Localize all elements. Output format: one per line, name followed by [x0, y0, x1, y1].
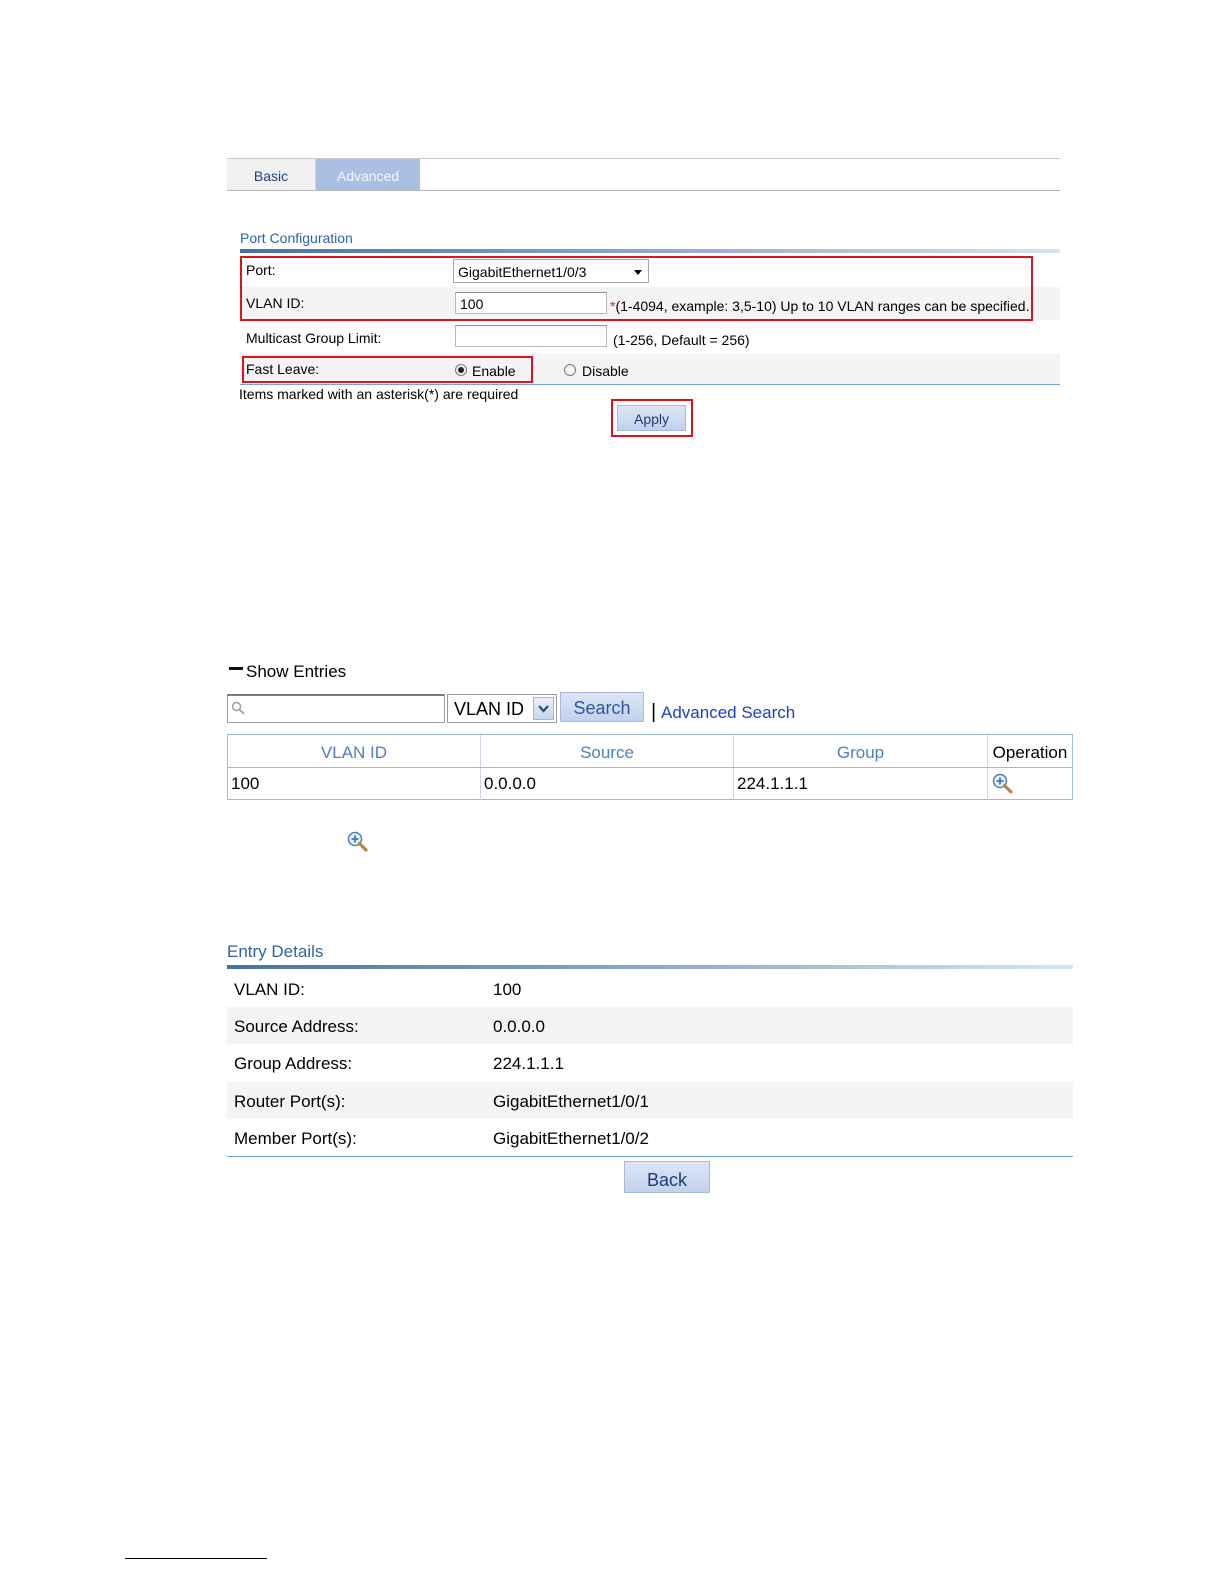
section-rule — [240, 249, 1060, 253]
table-cell-vlan-id: 100 — [228, 768, 481, 800]
apply-button[interactable]: Apply — [617, 405, 686, 431]
detail-value: GigabitEthernet1/0/2 — [493, 1129, 649, 1148]
port-select-value: GigabitEthernet1/0/3 — [458, 264, 587, 280]
back-button[interactable]: Back — [624, 1161, 710, 1193]
detail-row — [227, 1044, 1073, 1081]
form-bottom-rule — [240, 384, 1060, 385]
fast-leave-disable-label: Disable — [582, 363, 629, 379]
table-header-source[interactable]: Source — [481, 735, 734, 767]
separator: | — [651, 701, 657, 723]
detail-row — [227, 1082, 1073, 1119]
vlan-id-hint-text: (1-4094, example: 3,5-10) Up to 10 VLAN ranges can be specified. — [615, 298, 1030, 314]
detail-row — [227, 1007, 1073, 1044]
multicast-group-limit-label: Multicast Group Limit: — [246, 330, 382, 346]
table-cell-source: 0.0.0.0 — [481, 768, 734, 800]
table-cell-operation — [988, 768, 1072, 800]
fast-leave-disable-radio[interactable] — [564, 364, 576, 376]
collapse-icon[interactable] — [229, 667, 243, 670]
highlight-apply-button — [611, 399, 693, 437]
row-multicast-group-limit — [240, 320, 1060, 353]
required-asterisk: * — [610, 298, 616, 314]
details-bottom-rule — [227, 1156, 1073, 1157]
vlan-id-label: VLAN ID: — [246, 295, 305, 311]
footnote-rule — [125, 1558, 267, 1559]
zoom-in-icon[interactable] — [992, 773, 1014, 795]
fast-leave-label: Fast Leave: — [246, 361, 320, 377]
highlight-fast-leave — [242, 356, 533, 383]
detail-key: VLAN ID: — [234, 980, 305, 999]
tab-basic[interactable]: Basic — [227, 159, 316, 190]
vlan-id-input[interactable]: 100 — [455, 292, 607, 314]
table-header-operation: Operation — [988, 735, 1072, 767]
table-header-group[interactable]: Group — [734, 735, 988, 767]
fast-leave-enable-label: Enable — [472, 363, 516, 379]
search-button[interactable]: Search — [560, 692, 644, 722]
tab-advanced[interactable]: Advanced — [316, 159, 420, 190]
chevron-down-icon — [534, 698, 553, 719]
multicast-group-limit-input[interactable] — [455, 325, 607, 347]
detail-value: 224.1.1.1 — [493, 1054, 564, 1073]
detail-row — [227, 1119, 1073, 1156]
advanced-search-link[interactable]: Advanced Search — [661, 703, 796, 722]
entries-table — [227, 734, 1073, 800]
search-icon — [231, 701, 245, 715]
dropdown-arrow-button[interactable] — [533, 697, 554, 720]
section-rule — [227, 965, 1073, 969]
search-field-value: VLAN ID — [454, 699, 525, 719]
detail-value: GigabitEthernet1/0/1 — [493, 1092, 649, 1111]
tab-bar — [227, 158, 1060, 191]
port-label: Port: — [246, 262, 276, 278]
search-input[interactable] — [227, 694, 445, 723]
section-title-port-configuration: Port Configuration — [240, 230, 353, 246]
search-field-select[interactable] — [447, 694, 557, 723]
detail-value: 0.0.0.0 — [493, 1017, 545, 1036]
show-entries-label[interactable]: Show Entries — [246, 662, 347, 681]
zoom-in-icon — [347, 831, 369, 853]
detail-value: 100 — [493, 980, 522, 999]
table-header-vlan-id[interactable]: VLAN ID — [228, 735, 481, 767]
table-cell-group: 224.1.1.1 — [734, 768, 988, 800]
highlight-port-vlan — [240, 256, 1033, 321]
required-note: Items marked with an asterisk(*) are required — [239, 386, 519, 402]
section-title-entry-details: Entry Details — [227, 942, 324, 961]
detail-key: Group Address: — [234, 1054, 353, 1073]
multicast-group-limit-hint: (1-256, Default = 256) — [613, 332, 750, 348]
detail-key: Source Address: — [234, 1017, 359, 1036]
detail-key: Router Port(s): — [234, 1092, 346, 1111]
detail-key: Member Port(s): — [234, 1129, 357, 1148]
detail-row — [227, 970, 1073, 1007]
